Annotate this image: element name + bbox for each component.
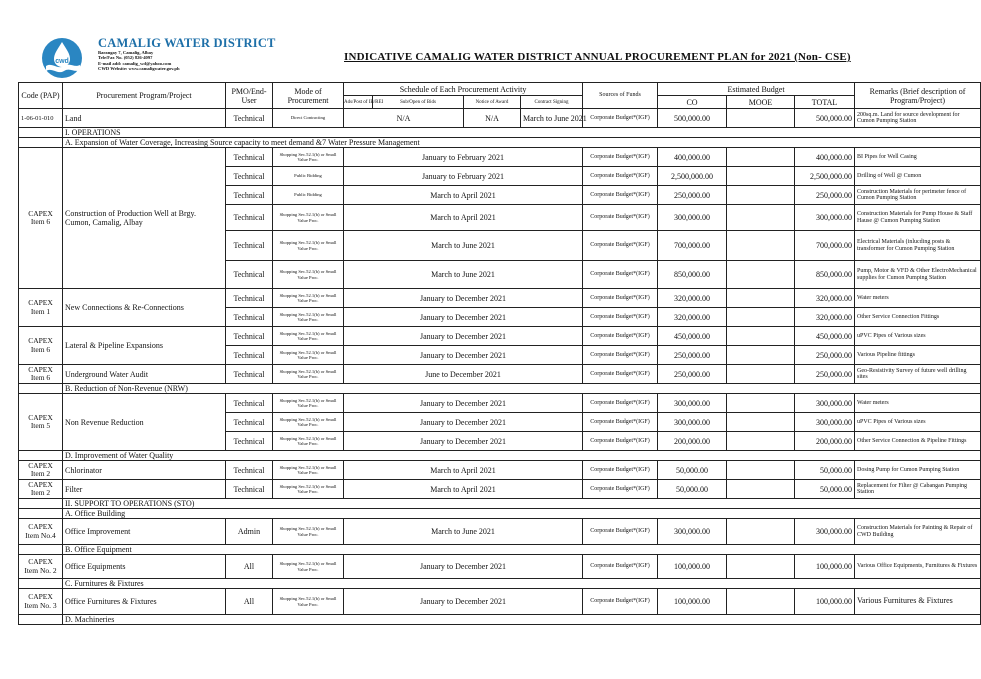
funds-cell: Corporate Budget*(IGF) [583,261,658,289]
table-row [19,148,981,167]
funds-cell: Corporate Budget*(IGF) [583,365,658,384]
schedule-cell: March to April 2021 [344,480,583,499]
funds-cell: Corporate Budget*(IGF) [583,205,658,231]
co-cell: 850,000.00 [658,261,727,289]
col-contract-header: Contract Signing [521,96,583,109]
address-line: Tele/Fax No. (052) 826-4097 [98,55,153,61]
schedule-cell: March to April 2021 [344,186,583,205]
pmo-cell: Technical [226,148,273,167]
mooe-cell [727,519,795,545]
section-row [19,128,981,138]
program-cell: Office Furnitures & Fixtures [63,589,226,615]
schedule-cell: March to June 2021 [344,261,583,289]
schedule-cell: January to December 2021 [344,589,583,615]
col-notice-header: Notice of Award [464,96,521,109]
mooe-cell [727,432,795,451]
co-cell: 320,000.00 [658,308,727,327]
schedule-cell: January to December 2021 [344,432,583,451]
address-line: CWD Website: www.camaligwater.gov.ph [98,66,180,72]
section-furnitures: C. Furnitures & Fixtures [63,579,981,589]
remarks-cell: Other Service Connection & Pipeline Fittings [855,432,981,451]
co-cell: 250,000.00 [658,365,727,384]
pmo-cell: Technical [226,308,273,327]
col-pmo-header: PMO/End-User [226,83,273,109]
funds-cell: Corporate Budget*(IGF) [583,346,658,365]
pmo-cell: All [226,589,273,615]
co-cell: 300,000.00 [658,519,727,545]
table-row [19,480,981,499]
table-row [19,327,981,346]
code-cell: CAPEX Item No. 2 [19,555,63,579]
mooe-cell [727,109,795,128]
co-cell: 2,500,000.00 [658,167,727,186]
remarks-cell: Construction Materials for Pump House & Staff Hause @ Cumon Pumping Station [855,205,981,231]
co-cell: 50,000.00 [658,461,727,480]
mooe-cell [727,148,795,167]
total-cell: 320,000.00 [795,289,855,308]
schedule-cell: January to December 2021 [344,346,583,365]
mooe-cell [727,261,795,289]
mode-cell: Shopping Sec.52.1(b) or Small Value Proc. [273,555,344,579]
pmo-cell: Technical [226,231,273,261]
col-program-header: Procurement Program/Project [63,83,226,109]
remarks-cell: Geo-Resistivity Survey of future well drilling sites [855,365,981,384]
section-row [19,499,981,509]
co-cell: 450,000.00 [658,327,727,346]
section-row [19,545,981,555]
pmo-cell: Technical [226,413,273,432]
mode-cell: Direct Contracting [273,109,344,128]
address-line: Barangay 7, Camalig, Albay [98,50,154,55]
col-budget-header: Estimated Budget [658,83,855,96]
funds-cell: Corporate Budget*(IGF) [583,519,658,545]
mooe-cell [727,205,795,231]
col-sub-header: Sub/Open of Bids [373,96,464,109]
funds-cell: Corporate Budget*(IGF) [583,480,658,499]
pmo-cell: Technical [226,109,273,128]
total-cell: 200,000.00 [795,432,855,451]
mooe-cell [727,413,795,432]
total-cell: 700,000.00 [795,231,855,261]
mooe-cell [727,308,795,327]
section-row [19,615,981,625]
mooe-cell [727,327,795,346]
total-cell: 250,000.00 [795,346,855,365]
mode-cell: Shopping Sec.52.1(b) or Small Value Proc. [273,308,344,327]
funds-cell: Corporate Budget*(IGF) [583,327,658,346]
program-cell: Chlorinator [63,461,226,480]
pmo-cell: Technical [226,167,273,186]
mode-cell: Shopping Sec.52.1(b) or Small Value Proc. [273,289,344,308]
funds-cell: Corporate Budget*(IGF) [583,413,658,432]
co-cell: 700,000.00 [658,231,727,261]
code-cell: 1-06-01-010 [19,109,63,128]
pmo-cell: Technical [226,186,273,205]
plan-title: INDICATIVE CAMALIG WATER DISTRICT ANNUAL PROCUREMENT PLAN for 2021 (Non- CSE) [344,51,851,63]
table-row [19,365,981,384]
mooe-cell [727,480,795,499]
schedule-cell: March to June 2021 [344,519,583,545]
section-row [19,579,981,589]
total-cell: 300,000.00 [795,413,855,432]
schedule-cell: January to December 2021 [344,555,583,579]
funds-cell: Corporate Budget*(IGF) [583,289,658,308]
pmo-cell: Technical [226,461,273,480]
section-machineries: D. Machineries [63,615,981,625]
ads-cell: N/A [344,109,464,128]
schedule-cell: January to December 2021 [344,413,583,432]
col-schedule-header: Schedule of Each Procurement Activity [344,83,583,96]
mooe-cell [727,186,795,205]
code-cell: CAPEX Item 6 [19,148,63,289]
total-cell: 250,000.00 [795,365,855,384]
program-cell: Construction of Production Well at Brgy. Cumon, Camalig, Albay [63,148,226,289]
total-cell: 300,000.00 [795,394,855,413]
code-cell: CAPEX Item 5 [19,394,63,451]
funds-cell: Corporate Budget*(IGF) [583,167,658,186]
program-cell: Filter [63,480,226,499]
table-row [19,555,981,579]
mode-cell: Shopping Sec.52.1(b) or Small Value Proc. [273,327,344,346]
total-cell: 400,000.00 [795,148,855,167]
co-cell: 50,000.00 [658,480,727,499]
funds-cell: Corporate Budget*(IGF) [583,394,658,413]
mode-cell: Public Bidding [273,186,344,205]
col-co-header: CO [658,96,727,109]
total-cell: 100,000.00 [795,589,855,615]
funds-cell: Corporate Budget*(IGF) [583,589,658,615]
schedule-cell: March to June 2021 [521,109,583,128]
code-cell: CAPEX Item No. 3 [19,589,63,615]
program-cell: Office Equipments [63,555,226,579]
mode-cell: Shopping Sec.52.1(b) or Small Value Proc. [273,205,344,231]
pmo-cell: Admin [226,519,273,545]
total-cell: 850,000.00 [795,261,855,289]
org-address [98,50,180,72]
total-cell: 250,000.00 [795,186,855,205]
mode-cell: Shopping Sec.52.1(b) or Small Value Proc. [273,519,344,545]
org-name: CAMALIG WATER DISTRICT [98,36,276,50]
pmo-cell: All [226,555,273,579]
col-total-header: TOTAL [795,96,855,109]
mooe-cell [727,231,795,261]
remarks-cell: Various Pipeline fittings [855,346,981,365]
co-cell: 300,000.00 [658,413,727,432]
mooe-cell [727,346,795,365]
remarks-cell: Water meters [855,289,981,308]
funds-cell: Corporate Budget*(IGF) [583,148,658,167]
remarks-cell: Other Service Connection Fittings [855,308,981,327]
remarks-cell: Various Furnitures & Fixtures [855,589,981,615]
col-mooe-header: MOOE [727,96,795,109]
sub-cell: N/A [464,109,521,128]
svg-text:cwd: cwd [55,58,69,65]
schedule-cell: March to April 2021 [344,461,583,480]
mode-cell: Shopping Sec.52.1(b) or Small Value Proc. [273,589,344,615]
co-cell: 400,000.00 [658,148,727,167]
section-row [19,451,981,461]
schedule-cell: January to February 2021 [344,167,583,186]
funds-cell: Corporate Budget*(IGF) [583,555,658,579]
mode-cell: Public Bidding [273,167,344,186]
remarks-cell: Pump, Motor & VFD & Other ElectroMechanical supplies for Cumon Pumping Station [855,261,981,289]
co-cell: 100,000.00 [658,589,727,615]
mooe-cell [727,589,795,615]
funds-cell: Corporate Budget*(IGF) [583,461,658,480]
program-cell: Land [63,109,226,128]
total-cell: 100,000.00 [795,555,855,579]
mooe-cell [727,461,795,480]
col-funds-header: Sources of Funds [583,83,658,109]
program-cell: New Connections & Re-Connections [63,289,226,327]
mode-cell: Shopping Sec.52.1(b) or Small Value Proc. [273,432,344,451]
co-cell: 250,000.00 [658,346,727,365]
mode-cell: Shopping Sec.52.1(b) or Small Value Proc. [273,413,344,432]
col-ads-header: Ads/Post of IB/REI [344,96,373,109]
pmo-cell: Technical [226,205,273,231]
col-code-header: Code (PAP) [19,83,63,109]
co-cell: 250,000.00 [658,186,727,205]
remarks-cell: uPVC Pipes of Various sizes [855,327,981,346]
remarks-cell: Construction Materials for Painting & Repair of CWD Building [855,519,981,545]
pmo-cell: Technical [226,365,273,384]
total-cell: 2,500,000.00 [795,167,855,186]
mode-cell: Shopping Sec.52.1(b) or Small Value Proc. [273,346,344,365]
code-cell: CAPEX Item No.4 [19,519,63,545]
document-header [36,34,956,80]
co-cell: 300,000.00 [658,394,727,413]
mode-cell: Shopping Sec.52.1(b) or Small Value Proc. [273,148,344,167]
funds-cell: Corporate Budget*(IGF) [583,109,658,128]
funds-cell: Corporate Budget*(IGF) [583,432,658,451]
col-remarks-header: Remarks (Brief description of Program/Project) [855,83,981,109]
section-support: II. SUPPORT TO OPERATIONS (STO) [63,499,981,509]
mooe-cell [727,555,795,579]
pmo-cell: Technical [226,394,273,413]
pmo-cell: Technical [226,346,273,365]
table-row [19,589,981,615]
code-cell: CAPEX Item 6 [19,327,63,365]
remarks-cell: uPVC Pipes of Various sizes [855,413,981,432]
program-cell: Underground Water Audit [63,365,226,384]
section-office-building: A. Office Building [63,509,981,519]
mode-cell: Shopping Sec.52.1(b) or Small Value Proc. [273,365,344,384]
program-cell: Non Revenue Reduction [63,394,226,451]
schedule-cell: January to December 2021 [344,289,583,308]
mooe-cell [727,365,795,384]
section-nrw: B. Reduction of Non-Revenue (NRW) [63,384,981,394]
section-office-equipment: B. Office Equipment [63,545,981,555]
remarks-cell: 200sq.m. Land for source development for Cumon Pumping Station [855,109,981,128]
section-expansion: A. Expansion of Water Coverage, Increasing Source capacity to meet demand &7 Water Pressure Management [63,138,981,148]
co-cell: 200,000.00 [658,432,727,451]
schedule-cell: January to December 2021 [344,308,583,327]
remarks-cell: Water meters [855,394,981,413]
schedule-cell: March to June 2021 [344,231,583,261]
remarks-cell: Replacement for Filter @ Cabangan Pumping Station [855,480,981,499]
pmo-cell: Technical [226,261,273,289]
mooe-cell [727,289,795,308]
header-row [19,83,981,96]
table-row [19,519,981,545]
mooe-cell [727,394,795,413]
total-cell: 500,000.00 [795,109,855,128]
code-cell: CAPEX Item 1 [19,289,63,327]
mode-cell: Shopping Sec.52.1(b) or Small Value Proc. [273,261,344,289]
table-row [19,461,981,480]
funds-cell: Corporate Budget*(IGF) [583,231,658,261]
total-cell: 300,000.00 [795,519,855,545]
code-cell: CAPEX Item 2 [19,461,63,480]
schedule-cell: March to April 2021 [344,205,583,231]
address-line: E-mail add: camalig_wd@yahoo.com [98,60,172,66]
table-row [19,109,981,128]
section-row [19,138,981,148]
remarks-cell: Electrical Materials (inlucding posts & transformer for Cumon Pumping Station [855,231,981,261]
total-cell: 50,000.00 [795,480,855,499]
remarks-cell: BI Pipes for Well Casing [855,148,981,167]
total-cell: 300,000.00 [795,205,855,231]
total-cell: 450,000.00 [795,327,855,346]
pmo-cell: Technical [226,289,273,308]
schedule-cell: January to December 2021 [344,394,583,413]
funds-cell: Corporate Budget*(IGF) [583,308,658,327]
section-row [19,384,981,394]
pmo-cell: Technical [226,480,273,499]
co-cell: 100,000.00 [658,555,727,579]
schedule-cell: January to December 2021 [344,327,583,346]
total-cell: 320,000.00 [795,308,855,327]
section-water-quality: D. Improvement of Water Quality [63,451,981,461]
total-cell: 50,000.00 [795,461,855,480]
program-cell: Office Improvement [63,519,226,545]
remarks-cell: Drilling of Well @ Cumon [855,167,981,186]
mooe-cell [727,167,795,186]
remarks-cell: Dosing Pump for Cumon Pumping Station [855,461,981,480]
procurement-table [18,82,981,625]
section-operations: I. OPERATIONS [63,128,981,138]
water-district-logo-icon [40,36,84,80]
mode-cell: Shopping Sec.52.1(b) or Small Value Proc. [273,480,344,499]
table-row [19,394,981,413]
co-cell: 500,000.00 [658,109,727,128]
mode-cell: Shopping Sec.52.1(b) or Small Value Proc. [273,231,344,261]
funds-cell: Corporate Budget*(IGF) [583,186,658,205]
section-row [19,509,981,519]
table-row [19,289,981,308]
remarks-cell: Various Office Equipments, Furnitures & Fixtures [855,555,981,579]
co-cell: 300,000.00 [658,205,727,231]
code-cell: CAPEX Item 6 [19,365,63,384]
pmo-cell: Technical [226,432,273,451]
schedule-cell: June to December 2021 [344,365,583,384]
schedule-cell: January to February 2021 [344,148,583,167]
co-cell: 320,000.00 [658,289,727,308]
pmo-cell: Technical [226,327,273,346]
program-cell: Lateral & Pipeline Expansions [63,327,226,365]
mode-cell: Shopping Sec.52.1(b) or Small Value Proc. [273,394,344,413]
col-mode-header: Mode of Procurement [273,83,344,109]
remarks-cell: Construction Materials for perimeter fence of Cumon Pumping Station [855,186,981,205]
mode-cell: Shopping Sec.52.1(b) or Small Value Proc. [273,461,344,480]
code-cell: CAPEX Item 2 [19,480,63,499]
